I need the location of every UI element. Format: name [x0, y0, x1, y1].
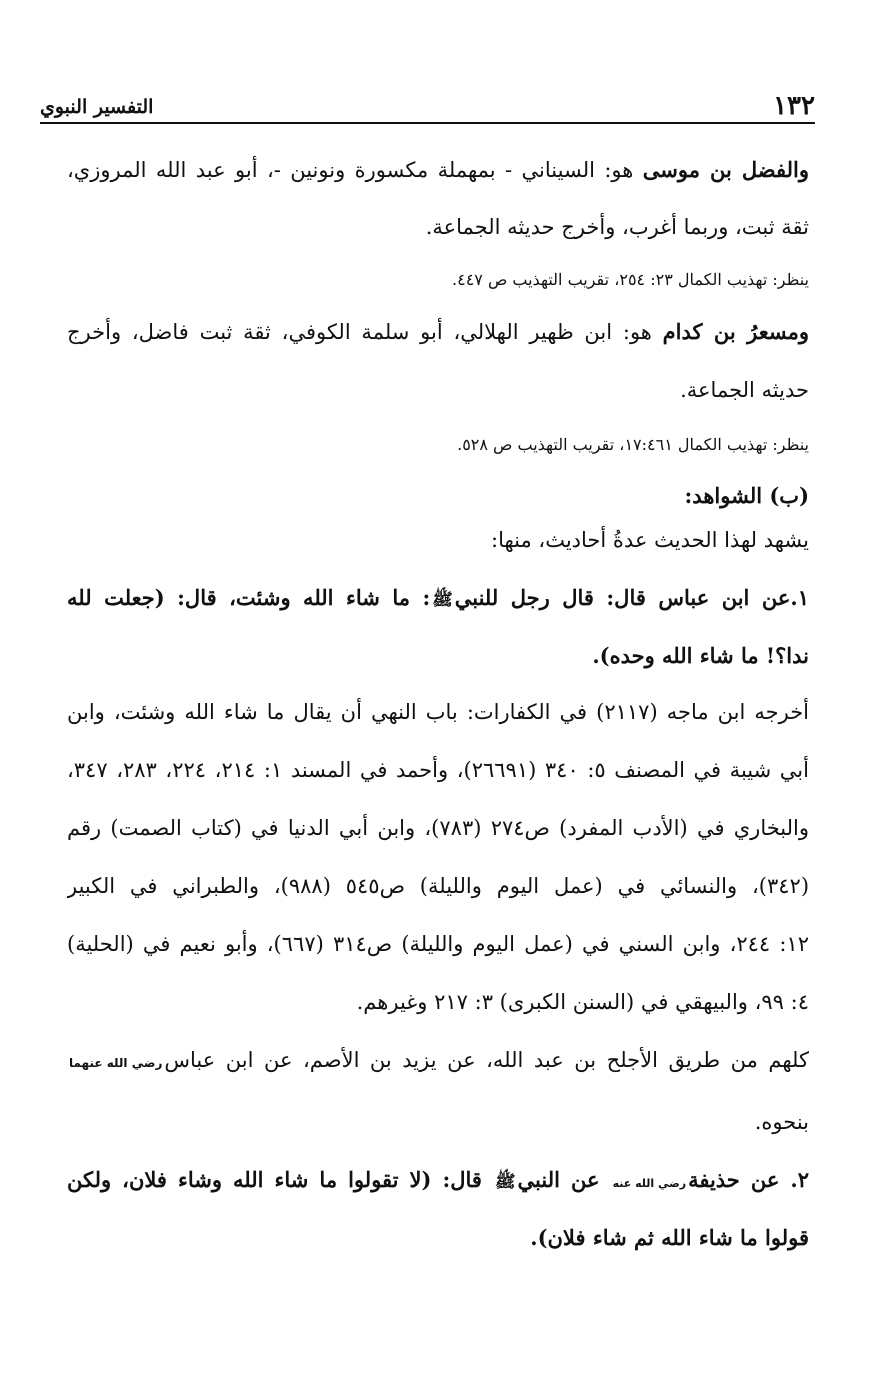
reference-note: ينظر: تهذيب الكمال ٢٣: ٢٥٤، تقريب التهذيب ص ٤٤٧.	[452, 270, 809, 289]
hadith-text: قال: (لا تقولوا ما شاء الله وشاء فلان، ولكن	[67, 1167, 493, 1192]
hadith-text: ١.عن ابن عباس قال: قال رجل للنبي	[454, 585, 809, 610]
takhrij-line: (٣٤٢)، والنسائي في (عمل اليوم والليلة) ص٥٤٥ (٩٨٨)، والطبراني في الكبير	[67, 874, 809, 898]
section-heading: (ب) الشواهد:	[684, 483, 809, 508]
page-number: ١٣٢	[773, 91, 815, 121]
chain-line-2: بنحوه.	[754, 1110, 809, 1134]
running-title: التفسير النبوي	[40, 96, 154, 118]
section-intro: يشهد لهذا الحديث عدةُ أحاديث، منها:	[491, 528, 809, 552]
salawat-icon: ﷺ	[432, 590, 453, 610]
hadith-text: عن النبي	[517, 1167, 611, 1192]
salawat-icon: ﷺ	[495, 1172, 516, 1192]
takhrij-line: أبي شيبة في المصنف ٥: ٣٤٠ (٢٦٦٩١)، وأحمد في المسند ١: ٢١٤، ٢٢٤، ٢٨٣، ٣٤٧،	[67, 758, 809, 782]
takhrij-line: والبخاري في (الأدب المفرد) ص٢٧٤ (٧٨٣)، وابن أبي الدنيا في (كتاب الصمت) رقم	[67, 816, 809, 840]
narrator-misar-line-1	[67, 312, 809, 352]
narrator-description: هو: ابن ظهير الهلالي، أبو سلمة الكوفي، ثقة ثبت فاضل، وأخرج	[67, 320, 663, 344]
chain-line-1	[67, 1040, 809, 1080]
hadith-text: ٢. عن حذيفة	[688, 1167, 809, 1192]
hadith-text: : ما شاء الله وشئت، قال: (جعلت لله	[67, 585, 431, 610]
narrator-misar-line-2: حديثه الجماعة.	[680, 378, 809, 402]
hadith-2-line-2: قولوا ما شاء الله ثم شاء فلان).	[530, 1225, 809, 1250]
hadith-2-line-1	[67, 1160, 809, 1200]
narrator-name: والفضل بن موسى	[642, 157, 809, 182]
takhrij-line: ٤: ٩٩، والبيهقي في (السنن الكبرى) ٣: ٢١٧ وغيرهم.	[356, 990, 809, 1014]
narrator-name: ومسعرُ بن كدام	[662, 319, 809, 344]
takhrij-line: ١٢: ٢٤٤، وابن السني في (عمل اليوم والليلة) ص٣١٤ (٦٦٧)، وأبو نعيم في (الحلية)	[67, 932, 809, 956]
reference-note: ينظر: تهذيب الكمال ١٧:٤٦١، تقريب التهذيب ص ٥٢٨.	[457, 435, 809, 454]
tarahhum-icon: رضي الله عنهما	[69, 1056, 163, 1070]
tarahhum-icon: رضي الله عنه	[612, 1177, 687, 1190]
narrator-fadl-line-1	[67, 150, 809, 190]
page-header	[40, 92, 815, 124]
hadith-1-line-1	[67, 578, 809, 618]
hadith-1-line-2: ندا؟! ما شاء الله وحده).	[592, 643, 809, 668]
takhrij-line: أخرجه ابن ماجه (٢١١٧) في الكفارات: باب النهي أن يقال ما شاء الله وشئت، وابن	[67, 700, 809, 724]
narrator-description: هو: السيناني - بمهملة مكسورة ونونين -، أبو عبد الله المروزي،	[67, 158, 643, 182]
chain-text: كلهم من طريق الأجلح بن عبد الله، عن يزيد بن الأصم، عن ابن عباس	[164, 1048, 809, 1072]
narrator-fadl-line-2: ثقة ثبت، وربما أغرب، وأخرج حديثه الجماعة.	[425, 215, 809, 239]
